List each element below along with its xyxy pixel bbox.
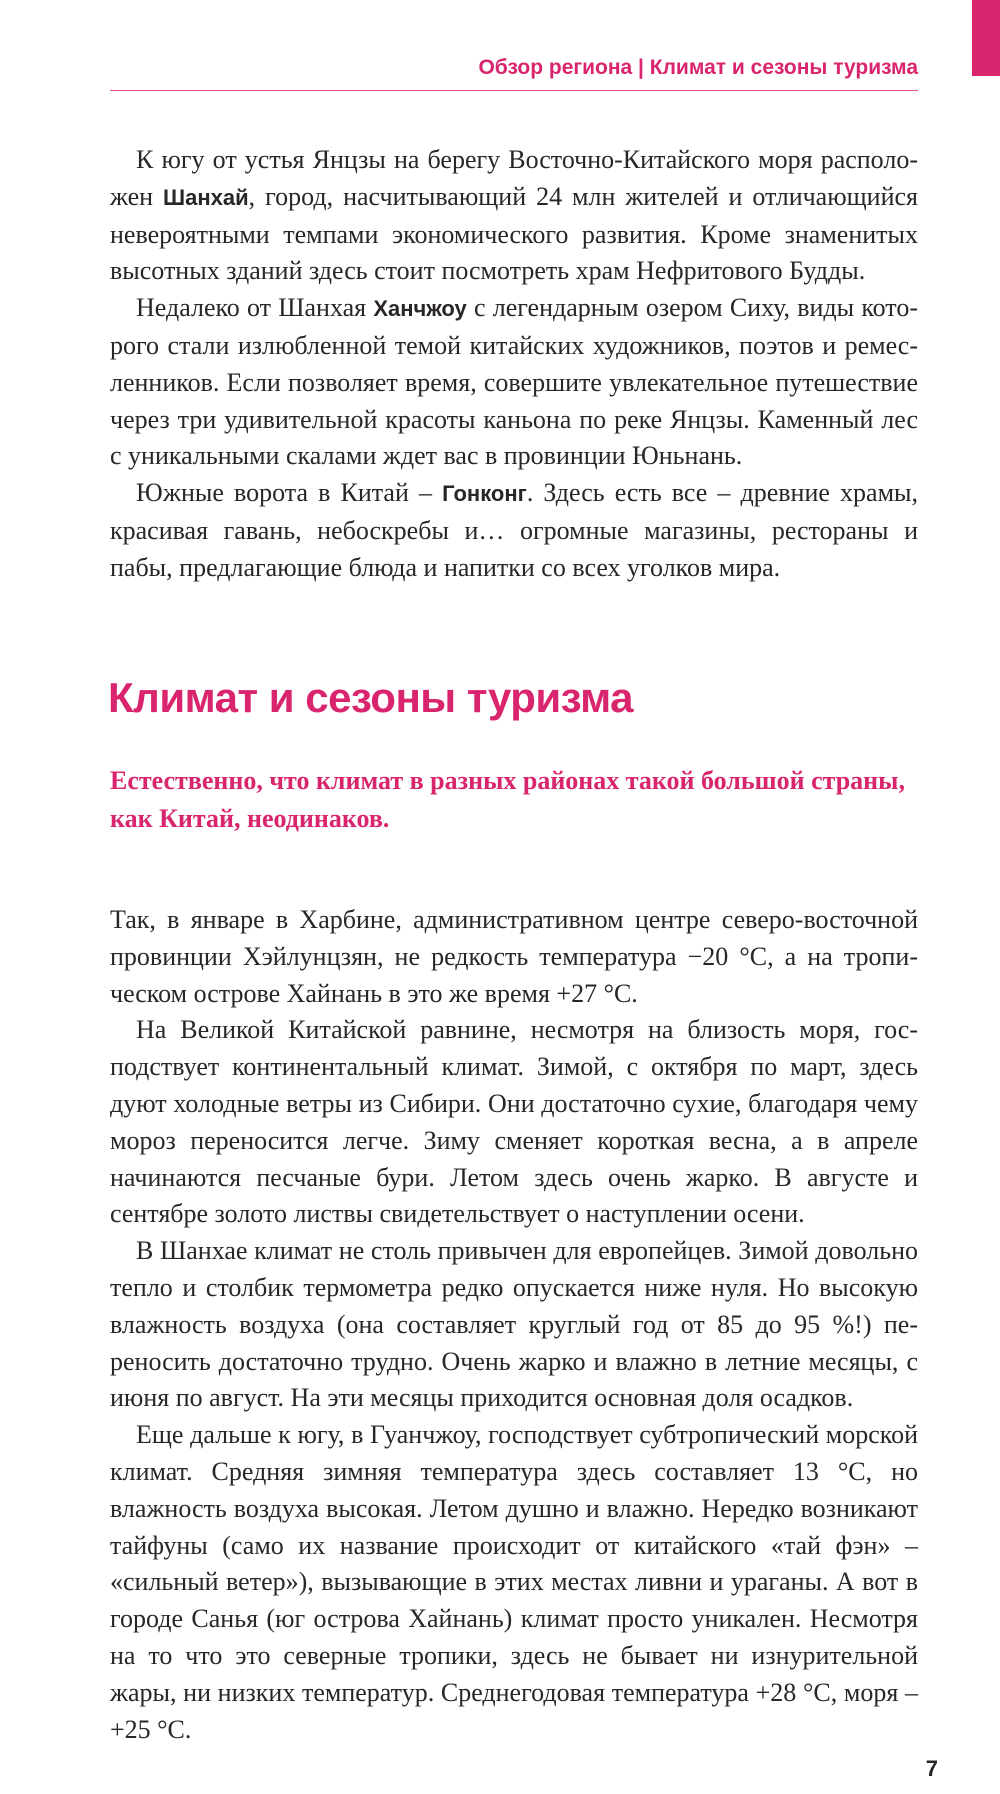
- page-number: 7: [925, 1756, 938, 1781]
- climate-text: [110, 902, 918, 1748]
- paragraph-hongkong: Южные ворота в Китай – Гонконг. Здесь есть все – древние храмы, красивая гавань, небоскребы и… огромные магазины, рестораны и пабы, предлагающие блюда и напитки со всех уголков мира.: [110, 478, 918, 582]
- paragraph-hangzhou: Недалеко от Шанхая Ханчжоу с легендарным озером Сиху, виды которого стали излюбленной темой китайских художников, поэтов и ремесленников. Если позволяет время, совершите увлекательное путешествие через три удивительной красоты каньона по реке Янцзы. Каменный лес с уникальными скалами ждет вас в провинции Юньнань.: [110, 293, 918, 471]
- keyword-hangzhou: Ханчжоу: [373, 296, 467, 322]
- paragraph-shanghai: К югу от устья Янцзы на берегу Восточно-Китайского моря расположен Шанхай, город, насчитывающий 24 млн жителей и отличающийся невероятными темпами экономического развития. Кроме знаменитых высотных зданий здесь стоит посмотреть храм Нефритового Будды.: [110, 145, 918, 286]
- keyword-hongkong: Гонконг: [442, 481, 527, 507]
- keyword-shanghai: Шанхай: [163, 184, 249, 210]
- intro-text: [110, 142, 918, 587]
- paragraph-climate-harbin: Так, в январе в Харбине, административном центре северо-восточной провинции Хэйлунцзян, не редкость температура −20 °С, а на тропическом острове Хайнань в это же время +27 °С.: [110, 905, 918, 1008]
- paragraph-climate-south: Еще дальше к югу, в Гуанчжоу, господствует субтропический морской климат. Средняя зимняя температура здесь составляет 13 °С, но влажность воздуха высокая. Летом душно и влажно. Нередко возникают тайфуны (само их название происходит от китайского «тай фэн» – «сильный ветер»), вызывающие в этих местах ливни и ураганы. А вот в городе Санья (юг острова Хайнань) климат просто уникален. Несмотря на то что это северные тропики, здесь не бывает ни изнурительной жары, ни низких температур. Среднегодовая температура +28 °С, моря – +25 °С.: [110, 1420, 918, 1744]
- paragraph-climate-shanghai: В Шанхае климат не столь привычен для европейцев. Зимой довольно тепло и столбик термометра редко опускается ниже нуля. Но высокую влажность воздуха (она составляет круглый год от 85 до 95 %!) переносить достаточно трудно. Очень жарко и влажно в летние месяцы, с июня по август. На эти месяцы приходится основная доля осадков.: [110, 1236, 918, 1413]
- section-lead: Естественно, что климат в разных районах такой большой страны, как Китай, неодинаков.: [110, 766, 905, 833]
- paragraph-climate-plain: На Великой Китайской равнине, несмотря на близость моря, господствует континентальный климат. Зимой, с октября по март, здесь дуют холодные ветры из Сибири. Они достаточно сухие, благодаря чему мороз переносится легче. Зиму сменяет короткая весна, а в апреле начинаются песчаные бури. Летом здесь очень жарко. В августе и сентябре золото листвы свидетельствует о наступлении осени.: [110, 1015, 918, 1229]
- section-edge-tab: [972, 0, 1000, 76]
- section-title: Климат и сезоны туризма: [108, 674, 633, 721]
- running-header: Обзор региона | Климат и сезоны туризма: [110, 54, 918, 91]
